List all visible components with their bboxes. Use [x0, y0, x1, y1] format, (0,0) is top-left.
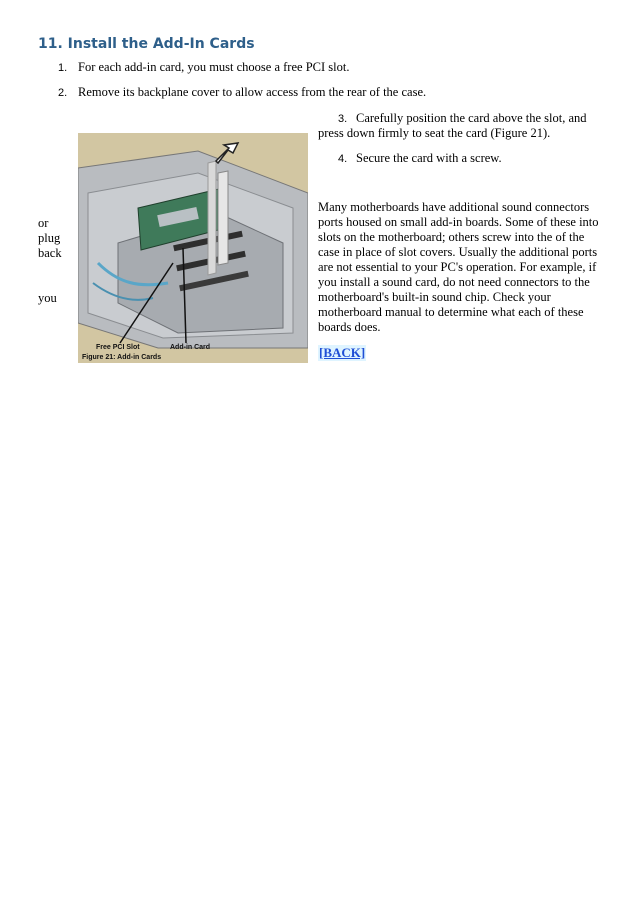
pc-case-illustration	[78, 133, 308, 363]
step-number: 2.	[58, 87, 68, 99]
back-link[interactable]: [BACK]	[319, 345, 366, 360]
step-1	[58, 59, 349, 76]
step-4	[338, 150, 502, 167]
step-number: 3.	[338, 113, 348, 125]
step-text: Carefully position the card above the slot, and	[356, 111, 587, 125]
step-text: Remove its backplane cover to allow access from the rear of the case.	[78, 85, 427, 99]
step-number: 4.	[338, 153, 348, 165]
figure-caption: Figure 21: Add-in Cards	[82, 354, 162, 361]
margin-fragment: plug	[38, 231, 61, 245]
step-text: Secure the card with a screw.	[356, 151, 502, 165]
body-paragraph: Many motherboards have additional sound connectors ports housed on small add-in boards. Some of these into slots on the motherboard; others screw into the of the case in place of slot covers. Usually the additional ports are not essential to your PC's operation. For example, if you install a sound card, do not need connectors to the motherboard's built-in sound chip. Check your motherboard manual to determine what each of these boards does.	[318, 200, 599, 334]
figure-add-in-cards	[78, 133, 308, 363]
margin-fragment: back	[38, 246, 62, 260]
figure-label-free-pci-slot: Free PCI Slot	[96, 344, 140, 351]
section-heading: 11. Install the Add-In Cards	[38, 36, 255, 52]
step-text: For each add-in card, you must choose a free PCI slot.	[78, 60, 350, 74]
margin-fragment: you	[38, 291, 57, 305]
step-3-continuation: press down firmly to seat the card (Figure 21).	[318, 126, 551, 140]
figure-label-add-in-card: Add-in Card	[170, 344, 211, 351]
margin-fragment: or	[38, 216, 49, 230]
step-2	[58, 84, 426, 101]
step-number: 1.	[58, 62, 68, 74]
